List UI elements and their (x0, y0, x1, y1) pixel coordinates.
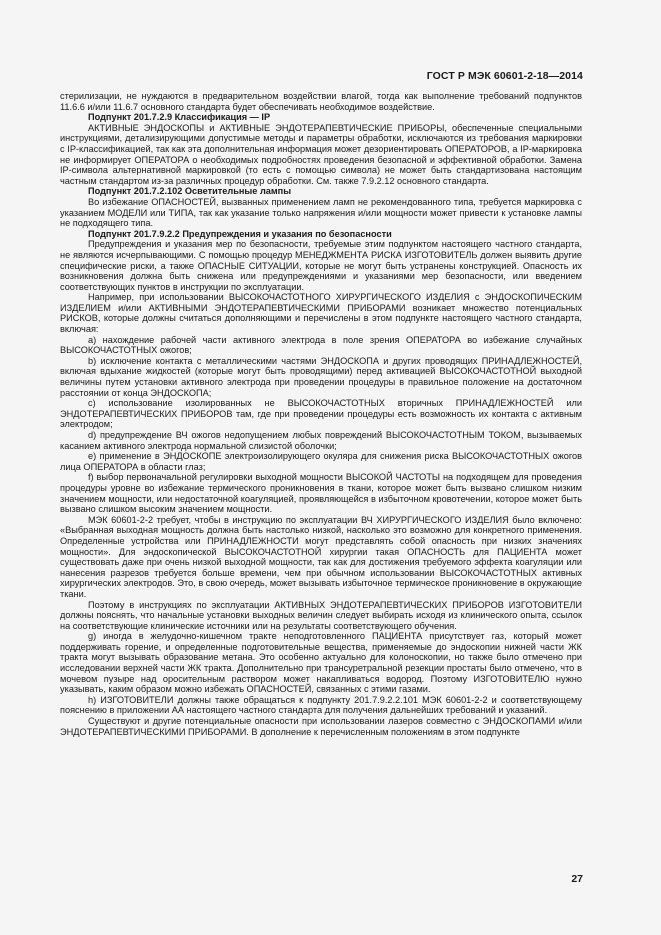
body-paragraph: МЭК 60601-2-2 требует, чтобы в инструкцию по эксплуатации ВЧ ХИРУРГИЧЕСКОГО ИЗДЕЛИЯ было включено: «Выбранная выходная мощность должна быть настолько низкой, насколько это возможно для конкретного применения. Определенные устройства или ПРИНАДЛЕЖНОСТИ могут представлять собой опасность при низких значениях мощности». Для эндоскопической ВЫСОКОЧАСТОТНОЙ хирургии такая ОПАСНОСТЬ для ПАЦИЕНТА может существовать даже при очень низкой выходной мощности, так как для достижения требуемого эффекта коагуляции или нанесения разрезов требуется больше времени, чем при обычном использовании ВЫСОКОЧАСТОТНЫХ активных хирургических электродов. Это, в свою очередь, может вызывать избыточное термическое проникновение в окружающие ткани. (60, 514, 582, 599)
body-paragraph: стерилизации, не нуждаются в предварительном воздействии влагой, тогда как выполнение требований подпунктов 11.6.6 и/или 11.6.7 основного стандарта будет обеспечивать необходимое воздействие. (60, 91, 582, 112)
body-paragraph: b) исключение контакта с металлическими частями ЭНДОСКОПА и других проводящих ПРИНАДЛЕЖНОСТЕЙ, включая вдыхание жидкостей (которые могут быть проводящими) перед активацией ВЫСОКОЧАСТОТНОЙ выходной величины путем установки активного электрода при проведении процедуры в правильное положение на достаточном расстоянии от конца ЭНДОСКОПА; (60, 355, 582, 398)
body-paragraph: Поэтому в инструкциях по эксплуатации АКТИВНЫХ ЭНДОТЕРАПЕВТИЧЕСКИХ ПРИБОРОВ ИЗГОТОВИТЕЛИ должны пояснять, что начальные установки выходных величин следует выбирать исходя из клинического опыта, ссылок на соответствующие клинические источники или на результаты соответствующего обучения. (60, 599, 582, 631)
body-paragraph: АКТИВНЫЕ ЭНДОСКОПЫ и АКТИВНЫЕ ЭНДОТЕРАПЕВТИЧЕСКИЕ ПРИБОРЫ, обеспеченные специальными инструкциями, детализирующими допустимые методы и параметры обработки, исключаются из требования маркировки с IP-классификацией, так как эта дополнительная информация может дезориентировать ОПЕРАТОРОВ, а IP-маркировка не информирует ОПЕРАТОРА о необходимых подробностях проведения безопасной и эффективной обработки. Замена IP-символа альтернативной маркировкой (то есть с помощью символа) не может быть стандартизована настоящим частным стандартом из-за различных процедур обработки. См. также 7.9.2.12 основного стандарта. (60, 122, 582, 186)
body-paragraph: Во избежание ОПАСНОСТЕЙ, вызванных применением ламп не рекомендованного типа, требуется маркировка с указанием МОДЕЛИ или ТИПА, так как указание только напряжения и/или мощности может привести к установке лампы не подходящего типа. (60, 196, 582, 229)
body-paragraph: Существуют и другие потенциальные опасности при использовании лазеров совместно с ЭНДОСКОПАМИ и/или ЭНДОТЕРАПЕВТИЧЕСКИМИ ПРИБОРАМИ. В дополнение к перечисленным положениям в этом подпункте (60, 716, 582, 737)
section-heading: Подпункт 201.7.2.9 Классификация — IP (88, 112, 271, 123)
body-paragraph: e) применение в ЭНДОСКОПЕ электроизолирующего окуляра для снижения риска ВЫСОКОЧАСТОТНЫХ ожогов лица ОПЕРАТОРА в области глаз; (60, 451, 582, 472)
standard-header: ГОСТ Р МЭК 60601-2-18—2014 (426, 70, 583, 82)
body-paragraph: d) предупреждение ВЧ ожогов недопущением любых повреждений ВЫСОКОЧАСТОТНЫМ ТОКОМ, вызываемых касанием активного электрода нормальной слизистой оболочки; (60, 430, 582, 451)
section-heading: Подпункт 201.7.2.102 Осветительные лампы (88, 186, 292, 197)
page-number: 27 (571, 873, 583, 885)
body-paragraph: Например, при использовании ВЫСОКОЧАСТОТНОГО ХИРУРГИЧЕСКОГО ИЗДЕЛИЯ с ЭНДОСКОПИЧЕСКИМ ИЗДЕЛИЕМ и/или АКТИВНЫМИ ЭНДОТЕРАПЕВТИЧЕСКИМИ ПРИБОРАМИ возникает множество потенциальных РИСКОВ, которые должны считаться дополняющими и перечислены в этом подпункте настоящего частного стандарта, включая: (60, 292, 582, 335)
document-body (60, 91, 582, 737)
body-paragraph: g) иногда в желудочно-кишечном тракте неподготовленного ПАЦИЕНТА присутствует газ, который может поддерживать горение, и определенные подготовительные вещества, применяемые до эндоскопии нижней части ЖК тракта могут вызывать образование метана. Это особенно актуально для колоноскопии, но также было отмечено при исследовании верхней части ЖК тракта. Дополнительно при трансуретральной резекции простаты было отмечено, что в мочевом пузыре над оросительным раствором может накапливаться водород. Поэтому ИЗГОТОВИТЕЛЮ нужно указывать, каким образом можно избежать ОПАСНОСТЕЙ, связанных с этими газами. (60, 631, 582, 695)
body-paragraph: a) нахождение рабочей части активного электрода в поле зрения ОПЕРАТОРА во избежание случайных ВЫСОКОЧАСТОТНЫХ ожогов; (60, 334, 582, 356)
body-paragraph: c) использование изолированных не ВЫСОКОЧАСТОТНЫХ вторичных ПРИНАДЛЕЖНОСТЕЙ или ЭНДОТЕРАПЕВТИЧЕСКИХ ПРИБОРОВ там, где при проведении процедуры есть возможность их контакта с активным электродом; (60, 398, 582, 430)
body-paragraph: Предупреждения и указания мер по безопасности, требуемые этим подпунктом настоящего частного стандарта, не являются исчерпывающими. С помощью процедур МЕНЕДЖМЕНТА РИСКА ИЗГОТОВИТЕЛЬ должен выявить другие специфические риски, а также ОПАСНЫЕ СИТУАЦИИ, которые не могут быть устранены конструкцией. Опасность их возникновения должна быть снижена или предупреждениями и указаниями мер безопасности, или введением соответствующих пунктов в инструкции по эксплуатации. (60, 239, 582, 292)
body-paragraph: f) выбор первоначальной регулировки выходной мощности ВЫСОКОЙ ЧАСТОТЫ на подходящем для проведения процедуры уровне во избежание термического проникновения в ткани, которое может быть вызвано слишком низким значением мощности, или недостаточной коагуляцией, проявляющейся в избыточном кровотечении, которое может быть вызвано слишком высоким значением мощности. (60, 472, 582, 515)
section-heading: Подпункт 201.7.9.2.2 Предупреждения и указания по безопасности (88, 228, 392, 239)
body-paragraph: h) ИЗГОТОВИТЕЛИ должны также обращаться к подпункту 201.7.9.2.2.101 МЭК 60601-2-2 и соответствующему пояснению в приложении АА настоящего частного стандарта для получения дальнейших требований и указаний. (60, 694, 582, 716)
